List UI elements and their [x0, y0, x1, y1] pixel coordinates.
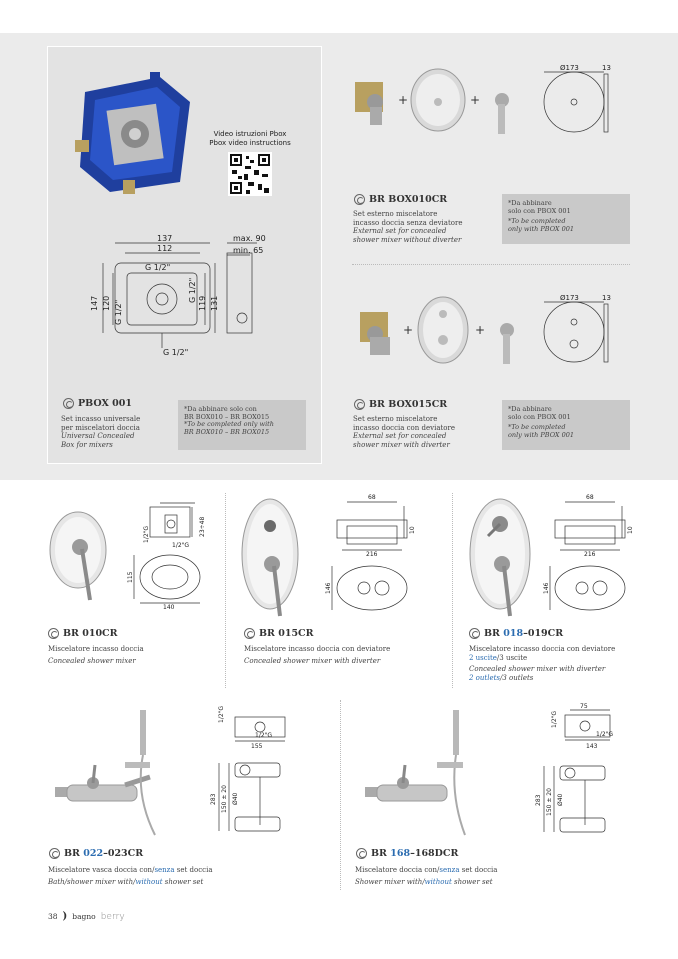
code-ring-icon: [356, 848, 367, 859]
divider-box: [352, 264, 630, 265]
br018-dim-side: 10: [627, 526, 634, 534]
divider-mid-2: [452, 493, 453, 688]
pbox-technical-drawing: [85, 233, 270, 358]
code-ring-icon: [244, 628, 255, 639]
br168-code: BR 168–168DCR: [356, 848, 458, 859]
br022-dim-c: 150 ± 20: [221, 785, 228, 813]
code-ring-icon: [63, 398, 74, 409]
pbox-description: Set incasso universale per miscelatori doccia Universal Concealed Box for mixers: [61, 415, 141, 449]
br010-dim-g1: 1/2"G: [143, 525, 150, 543]
br010-description: Miscelatore incasso doccia Concealed shower mixer: [48, 645, 144, 665]
br015-dim-side: 10: [409, 526, 416, 534]
br168-dim-g1: 1/2"G: [551, 710, 558, 728]
code-ring-icon: [48, 628, 59, 639]
dim-137: 137: [157, 234, 173, 243]
pbox-code: PBOX 001: [63, 398, 132, 409]
dim-g12-top: G 1/2": [145, 263, 171, 272]
br010-code: BR 010CR: [48, 628, 118, 639]
br018-code: BR 018–019CR: [469, 628, 563, 639]
br015-code: BR 015CR: [244, 628, 314, 639]
page-number: 38: [48, 912, 58, 921]
br168-dim-top: 75: [580, 703, 588, 710]
box010-dim-t: 13: [602, 64, 611, 72]
br022-code: BR 022–023CR: [49, 848, 143, 859]
dim-147: 147: [90, 295, 99, 311]
dim-g12-right: G 1/2": [188, 277, 197, 303]
box015-dim-d: Ø173: [560, 294, 579, 302]
svg-text:+: +: [475, 323, 486, 337]
br022-product-image: [55, 705, 180, 840]
box010-note: *Da abbinare solo con PBOX 001 *To be completed only with PBOX 001: [502, 194, 630, 244]
br015-technical-drawing: [322, 492, 422, 614]
dim-119: 119: [198, 295, 207, 311]
box010-technical-drawing: [538, 62, 618, 137]
br018-technical-drawing: [540, 492, 640, 614]
divider-bottom: [340, 700, 341, 890]
br018-dim-top: 68: [586, 494, 594, 501]
box010-code: BR BOX010CR: [354, 194, 447, 205]
br022-dim-h: 283: [210, 793, 217, 805]
dim-120: 120: [102, 295, 111, 311]
dim-g12-bottom: G 1/2": [163, 348, 189, 357]
divider-mid-1: [225, 493, 226, 688]
br018-dim-w: 216: [584, 551, 596, 558]
br168-technical-drawing: [530, 700, 645, 845]
br010-dim-r: 23÷48: [199, 516, 206, 537]
code-ring-icon: [469, 628, 480, 639]
br018-dim-h: 146: [543, 582, 550, 594]
svg-text:+: +: [470, 93, 481, 107]
box010-description: Set esterno miscelatore incasso doccia senza deviatore External set for concealed shower mixer without diverter: [353, 210, 463, 244]
box010-product-image: [350, 62, 520, 137]
br010-technical-drawing: [120, 495, 220, 610]
br022-dim-d: Ø40: [232, 792, 239, 805]
box015-product-image: [355, 292, 525, 367]
page-footer: [48, 911, 125, 922]
br168-dim-d: Ø40: [557, 793, 564, 806]
br168-dim-g2: 1/2"G: [596, 731, 614, 738]
dim-g12-left: G 1/2": [114, 299, 123, 325]
br168-product-image: [365, 705, 490, 840]
qr-code-icon[interactable]: [228, 152, 272, 196]
br015-description: Miscelatore incasso doccia con deviatore Concealed shower mixer with diverter: [244, 645, 391, 665]
br015-product-image: [240, 494, 305, 619]
br168-dim-h: 283: [535, 794, 542, 806]
br010-dim-h: 115: [127, 571, 134, 583]
br022-dim-g1: 1/2"G: [218, 705, 225, 723]
br018-product-image: [468, 494, 538, 619]
box015-description: Set esterno miscelatore incasso doccia con deviatore External set for concealed shower mixer with diverter: [353, 415, 456, 449]
br010-product-image: [48, 505, 113, 605]
footer-section: bagno: [72, 912, 96, 921]
br018-description: Miscelatore incasso doccia con deviatore 2 uscite/3 uscite Concealed shower mixer with diverter 2 outlets/3 outlets: [469, 645, 616, 682]
br010-dim-g2: 1/2"G: [172, 542, 190, 549]
dim-max90: max. 90: [233, 234, 266, 243]
dim-min65: min. 65: [233, 246, 264, 255]
swirl-icon: ): [62, 911, 68, 922]
br015-dim-w: 216: [366, 551, 378, 558]
svg-text:+: +: [398, 93, 409, 107]
br022-description: Miscelatore vasca doccia con/senza set doccia Bath/shower mixer with/without shower set: [48, 866, 213, 886]
box015-code: BR BOX015CR: [354, 399, 447, 410]
dim-131: 131: [210, 295, 219, 311]
svg-text:+: +: [403, 323, 414, 337]
br010-dim-w: 140: [163, 604, 175, 610]
box015-dim-t: 13: [602, 294, 611, 302]
br015-dim-top: 68: [368, 494, 376, 501]
pbox-note: *Da abbinare solo con BR BOX010 – BR BOX015 *To be completed only with BR BOX010 – BR BOX015: [178, 400, 306, 450]
br168-dim-c: 150 ± 20: [546, 788, 553, 816]
br022-technical-drawing: [205, 705, 320, 845]
box015-note: *Da abbinare solo con PBOX 001 *To be completed only with PBOX 001: [502, 400, 630, 450]
video-label-it: Video istruzioni Pbox: [213, 130, 287, 138]
br022-dim-g2: 1/2"G: [255, 732, 273, 739]
br015-dim-h: 146: [325, 582, 332, 594]
box010-dim-d: Ø173: [560, 64, 579, 72]
code-ring-icon: [354, 399, 365, 410]
br168-description: Miscelatore doccia con/senza set doccia Shower mixer with/without shower set: [355, 866, 498, 886]
video-label-en: Pbox video instructions: [209, 139, 291, 147]
code-ring-icon: [49, 848, 60, 859]
qr-caption: [200, 130, 300, 148]
br022-dim-w: 155: [251, 743, 263, 750]
dim-112: 112: [157, 244, 173, 253]
br168-dim-w: 143: [586, 743, 598, 750]
pbox-product-image: [75, 72, 195, 197]
footer-brand: berry: [100, 911, 125, 922]
code-ring-icon: [354, 194, 365, 205]
box015-technical-drawing: [538, 292, 618, 367]
